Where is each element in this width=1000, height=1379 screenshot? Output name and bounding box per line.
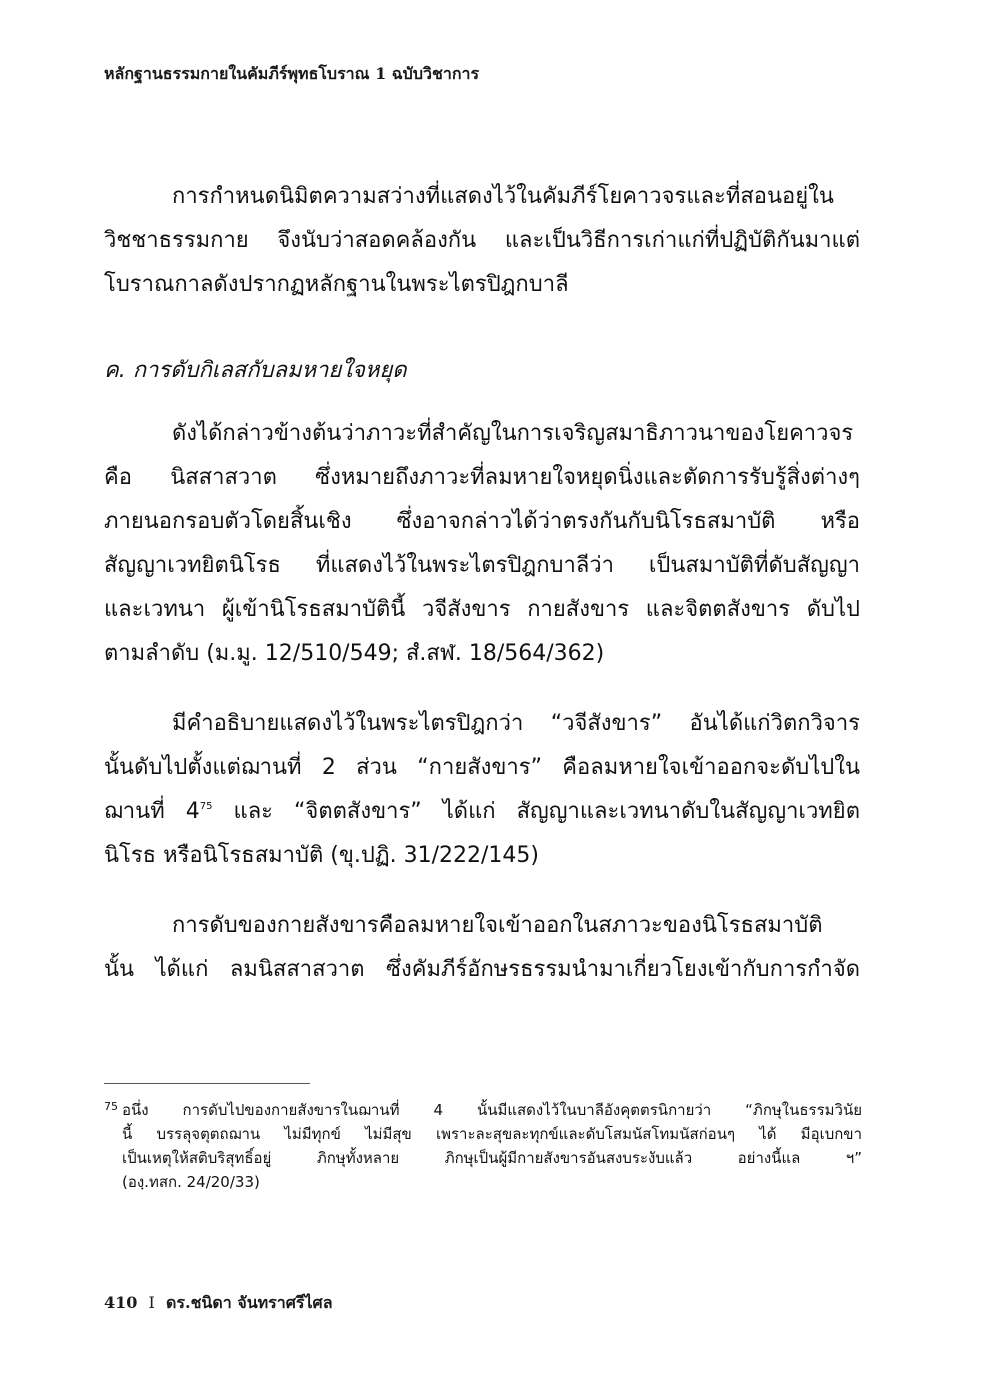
footnote-line-4: (องฺ.ทสก. 24/20/33) bbox=[122, 1173, 260, 1191]
paragraph-2-line-4: สัญญาเวทยิตนิโรธ ที่แสดงไว้ในพระไตรปิฎกบาลีว่า เป็นสมาบัติที่ดับสัญญา bbox=[104, 553, 860, 578]
footnote-number: 75 bbox=[104, 1100, 118, 1113]
footnote-line-1: อนึ่ง การดับไปของกายสังขารในฌานที่ 4 นั้นมีแสดงไว้ในบาลีอังคุตตรนิกายว่า “ภิกษุในธรรมวินัย bbox=[122, 1101, 862, 1119]
paragraph-3-line-3-start: ฌานที่ 4 bbox=[104, 799, 200, 824]
paragraph-3-line-4: นิโรธ หรือนิโรธสมาบัติ (ขุ.ปฏิ. 31/222/145) bbox=[104, 843, 539, 868]
footnote-reference[interactable]: 75 bbox=[199, 801, 213, 812]
paragraph-2-line-5: และเวทนา ผู้เข้านิโรธสมาบัตินี้ วจีสังขาร กายสังขาร และจิตตสังขาร ดับไป bbox=[104, 597, 860, 622]
paragraph-1-line-2: วิชชาธรรมกาย จึงนับว่าสอดคล้องกัน และเป็นวิธีการเก่าแก่ที่ปฏิบัติกันมาแต่ bbox=[104, 228, 860, 253]
footnote-line-2: นี้ บรรลุจตุตถฌาน ไม่มีทุกข์ ไม่มีสุข เพราะละสุขละทุกข์และดับโสมนัสโทมนัสก่อนๆ ได้ มีอุเบกขา bbox=[122, 1125, 862, 1143]
page-number: 410 bbox=[104, 1293, 138, 1312]
paragraph-4-line-1: การดับของกายสังขารคือลมหายใจเข้าออกในสภาวะของนิโรธสมาบัติ bbox=[172, 913, 823, 938]
paragraph-3-line-3 bbox=[104, 790, 860, 834]
paragraph-1-line-1: การกำหนดนิมิตความสว่างที่แสดงไว้ในคัมภีร์โยคาวจรและที่สอนอยู่ใน bbox=[172, 184, 834, 209]
paragraph-2-line-3: ภายนอกรอบตัวโดยสิ้นเชิง ซึ่งอาจกล่าวได้ว่าตรงกันกับนิโรธสมาบัติ หรือ bbox=[104, 509, 860, 534]
section-heading: ค. การดับกิเลสกับลมหายใจหยุด bbox=[104, 358, 407, 383]
paragraph-3-line-3-end: และ “จิตตสังขาร” ได้แก่ สัญญาและเวทนาดับในสัญญาเวทยิต bbox=[212, 799, 860, 824]
paragraph-3-line-2: นั้นดับไปตั้งแต่ฌานที่ 2 ส่วน “กายสังขาร” คือลมหายใจเข้าออกจะดับไปใน bbox=[104, 755, 860, 780]
paragraph-2-line-2: คือ นิสสาสวาต ซึ่งหมายถึงภาวะที่ลมหายใจหยุดนิ่งและตัดการรับรู้สิ่งต่างๆ bbox=[104, 465, 860, 490]
footer-separator: I bbox=[148, 1293, 155, 1312]
author-name: ดร.ชนิดา จันทราศรีไศล bbox=[166, 1293, 333, 1312]
paragraph-3-line-1: มีคำอธิบายแสดงไว้ในพระไตรปิฎกว่า “วจีสังขาร” อันได้แก่วิตกวิจาร bbox=[172, 711, 860, 736]
footnote-divider bbox=[104, 1083, 310, 1084]
running-header: หลักฐานธรรมกายในคัมภีร์พุทธโบราณ 1 ฉบับวิชาการ bbox=[104, 64, 480, 83]
footnote-line-3: เป็นเหตุให้สติบริสุทธิ์อยู่ ภิกษุทั้งหลาย ภิกษุเป็นผู้มีกายสังขารอันสงบระงับแล้ว อย่างนี้แล ฯ” bbox=[122, 1149, 862, 1167]
paragraph-2-line-1: ดังได้กล่าวข้างต้นว่าภาวะที่สำคัญในการเจริญสมาธิภาวนาของโยคาวจร bbox=[172, 421, 854, 446]
paragraph-2-line-6: ตามลำดับ (ม.มู. 12/510/549; สํ.สฬ. 18/564/362) bbox=[104, 641, 605, 666]
page-footer bbox=[104, 1291, 333, 1316]
paragraph-1-line-3: โบราณกาลดังปรากฏหลักฐานในพระไตรปิฎกบาลี bbox=[104, 272, 569, 297]
paragraph-4-line-2: นั้น ได้แก่ ลมนิสสาสวาต ซึ่งคัมภีร์อักษรธรรมนำมาเกี่ยวโยงเข้ากับการกำจัด bbox=[104, 957, 860, 982]
